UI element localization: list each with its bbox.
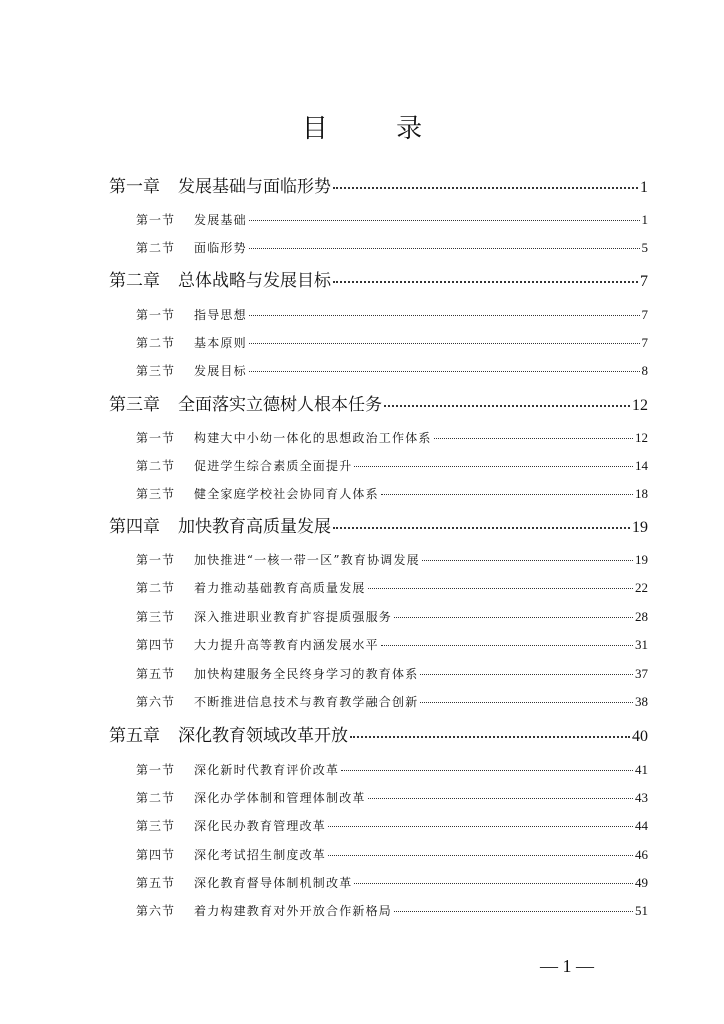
- section-title: 不断推进信息技术与教育教学融合创新: [194, 695, 419, 709]
- page-title: 目 录: [301, 114, 453, 144]
- section-number: 第一节: [136, 308, 176, 322]
- section-title: 加快推进“一核一带一区”教育协调发展: [194, 553, 420, 567]
- dot-leader: [384, 405, 630, 407]
- page-number: 12: [635, 430, 648, 445]
- page-number: 18: [635, 486, 648, 501]
- section-number: 第一节: [136, 213, 176, 227]
- toc-section: [136, 818, 648, 834]
- page-number: 19: [632, 519, 648, 536]
- section-title: 深化民办教育管理改革: [194, 819, 327, 833]
- page-number: 41: [635, 762, 648, 777]
- page-number: 5: [641, 240, 648, 255]
- section-title: 着力构建教育对外开放合作新格局: [194, 904, 393, 918]
- toc-chapter-5: [109, 725, 648, 748]
- section-title: 健全家庭学校社会协同育人体系: [194, 487, 379, 501]
- toc-section: [136, 240, 648, 256]
- toc-section: [136, 552, 648, 568]
- dot-leader: [249, 248, 640, 249]
- dot-leader: [368, 588, 633, 589]
- toc-section: [136, 486, 648, 502]
- toc-section: [136, 637, 648, 653]
- page-number: 31: [635, 637, 648, 652]
- page-number: 49: [635, 875, 648, 890]
- page-number: 43: [635, 790, 648, 805]
- section-number: 第一节: [136, 763, 176, 777]
- toc-section: [136, 580, 648, 596]
- section-title: 基本原则: [194, 336, 247, 350]
- page-number: 1: [640, 179, 648, 196]
- section-title: 面临形势: [194, 241, 247, 255]
- dot-leader: [381, 645, 633, 646]
- section-number: 第二节: [136, 791, 176, 805]
- page-number: 44: [635, 818, 648, 833]
- chapter-number: 第二章: [109, 271, 160, 291]
- page-number: 38: [635, 694, 648, 709]
- section-number: 第一节: [136, 431, 176, 445]
- section-title: 深化教育督导体制机制改革: [194, 876, 353, 890]
- page-number: 37: [635, 666, 648, 681]
- chapter-title: 加快教育高质量发展: [178, 517, 331, 537]
- chapter-number: 第一章: [109, 177, 160, 197]
- dot-leader: [350, 736, 630, 738]
- section-number: 第二节: [136, 336, 176, 350]
- dot-leader: [420, 702, 633, 703]
- toc-section: [136, 694, 648, 710]
- toc-section: [136, 903, 648, 919]
- section-title: 着力推动基础教育高质量发展: [194, 581, 366, 595]
- page-number: 7: [640, 273, 648, 290]
- page-number: 22: [635, 580, 648, 595]
- dot-leader: [333, 527, 630, 529]
- toc-section: [136, 609, 648, 625]
- toc-section: [136, 430, 648, 446]
- section-title: 指导思想: [194, 308, 247, 322]
- chapter-number: 第三章: [109, 395, 160, 415]
- dot-leader: [394, 911, 633, 912]
- dot-leader: [394, 617, 633, 618]
- chapter-number: 第四章: [109, 517, 160, 537]
- toc-chapter-3: [109, 394, 648, 417]
- dot-leader: [249, 343, 640, 344]
- chapter-title: 发展基础与面临形势: [178, 177, 331, 197]
- section-title: 深化办学体制和管理体制改革: [194, 791, 366, 805]
- toc-section: [136, 762, 648, 778]
- section-number: 第二节: [136, 241, 176, 255]
- page-number: 28: [635, 609, 648, 624]
- dot-leader: [328, 855, 633, 856]
- dot-leader: [381, 494, 633, 495]
- dot-leader: [333, 187, 638, 189]
- dot-leader: [249, 315, 640, 316]
- page-number: 46: [635, 847, 648, 862]
- toc-chapter-1: [109, 176, 648, 199]
- dot-leader: [341, 770, 633, 771]
- section-title: 深化新时代教育评价改革: [194, 763, 340, 777]
- page-number: 12: [632, 397, 648, 414]
- section-number: 第六节: [136, 695, 176, 709]
- section-number: 第三节: [136, 610, 176, 624]
- page-number: 1: [641, 212, 648, 227]
- section-number: 第五节: [136, 876, 176, 890]
- section-number: 第三节: [136, 487, 176, 501]
- chapter-number: 第五章: [109, 726, 160, 746]
- page-number: 14: [635, 458, 648, 473]
- toc-section: [136, 212, 648, 228]
- section-title: 深入推进职业教育扩容提质强服务: [194, 610, 393, 624]
- dot-leader: [328, 826, 633, 827]
- dot-leader: [249, 220, 640, 221]
- toc-section: [136, 666, 648, 682]
- section-title: 发展基础: [194, 213, 247, 227]
- section-number: 第二节: [136, 459, 176, 473]
- toc-section: [136, 363, 648, 379]
- toc-section: [136, 790, 648, 806]
- section-number: 第四节: [136, 848, 176, 862]
- toc-section: [136, 307, 648, 323]
- section-title: 加快构建服务全民终身学习的教育体系: [194, 667, 419, 681]
- section-number: 第六节: [136, 904, 176, 918]
- page-folio: — 1 —: [540, 956, 594, 976]
- toc-section: [136, 458, 648, 474]
- page-number: 51: [635, 903, 648, 918]
- page-number: 7: [641, 335, 648, 350]
- dot-leader: [420, 674, 633, 675]
- chapter-title: 总体战略与发展目标: [178, 271, 331, 291]
- toc-section: [136, 847, 648, 863]
- dot-leader: [434, 438, 633, 439]
- section-number: 第四节: [136, 638, 176, 652]
- section-number: 第三节: [136, 819, 176, 833]
- page-number: 40: [632, 728, 648, 745]
- toc-chapter-4: [109, 516, 648, 539]
- toc-section: [136, 875, 648, 891]
- page-number: 7: [641, 307, 648, 322]
- dot-leader: [333, 281, 638, 283]
- section-number: 第一节: [136, 553, 176, 567]
- toc-section: [136, 335, 648, 351]
- toc-chapter-2: [109, 270, 648, 293]
- page-number: 19: [635, 552, 648, 567]
- section-number: 第三节: [136, 364, 176, 378]
- section-number: 第二节: [136, 581, 176, 595]
- dot-leader: [368, 798, 633, 799]
- section-number: 第五节: [136, 667, 176, 681]
- chapter-title: 深化教育领域改革开放: [178, 726, 348, 746]
- dot-leader: [354, 466, 633, 467]
- chapter-title: 全面落实立德树人根本任务: [178, 395, 382, 415]
- section-title: 发展目标: [194, 364, 247, 378]
- page-number: 8: [641, 363, 648, 378]
- dot-leader: [354, 883, 633, 884]
- section-title: 促进学生综合素质全面提升: [194, 459, 353, 473]
- section-title: 深化考试招生制度改革: [194, 848, 327, 862]
- section-title: 大力提升高等教育内涵发展水平: [194, 638, 379, 652]
- dot-leader: [249, 371, 640, 372]
- dot-leader: [422, 560, 633, 561]
- section-title: 构建大中小幼一体化的思想政治工作体系: [194, 431, 432, 445]
